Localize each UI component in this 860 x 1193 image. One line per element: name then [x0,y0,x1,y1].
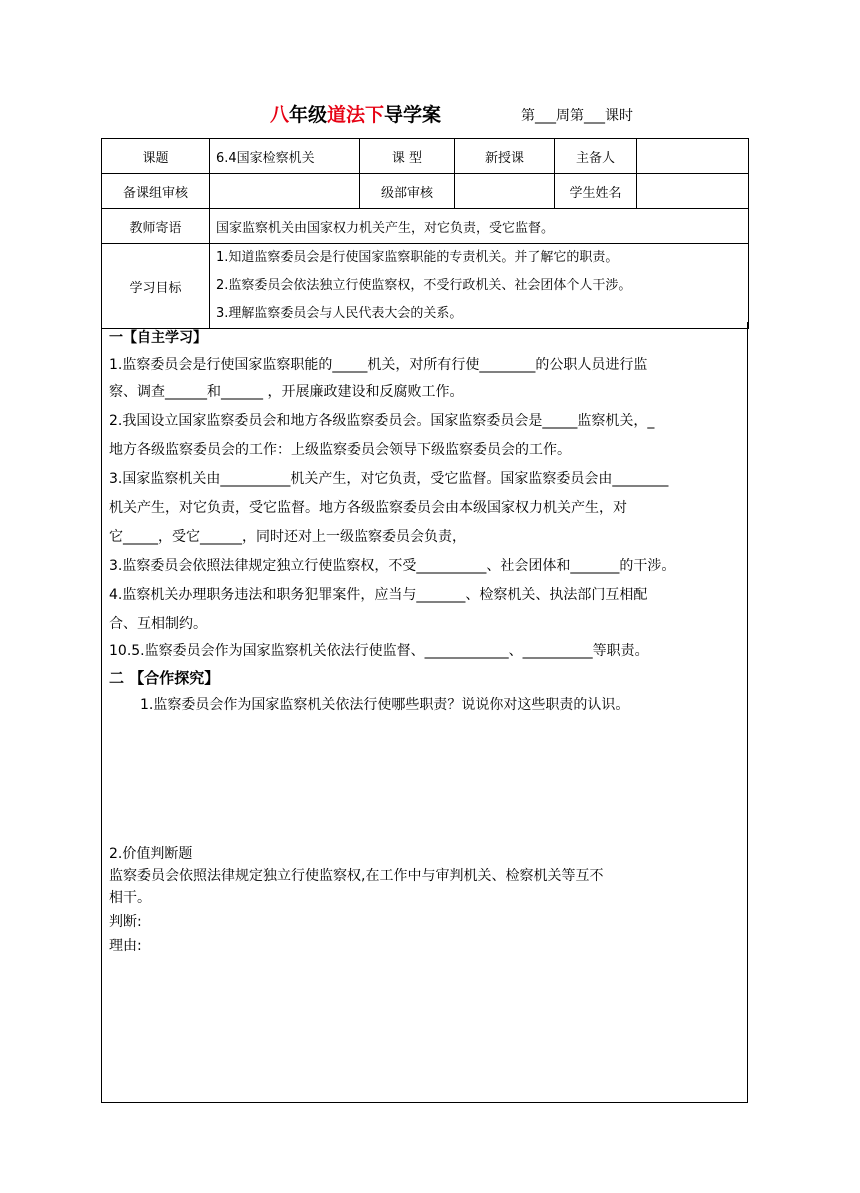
label-group-review: 备课组审核 [102,174,210,209]
label-lesson-type: 课 型 [360,139,455,174]
week-period-field: 第___周第___课时 [521,108,633,124]
title-subject: 道法下 [327,104,385,126]
list-item: 合、互相制约。 [109,616,207,632]
group-review-value[interactable] [210,174,360,209]
label-topic: 课题 [102,139,210,174]
question-2-statement: 监察委员会依照法律规定独立行使监察权,在工作中与审判机关、检察机关等互不 [109,868,604,884]
question-2-title: 2.价值判断题 [109,846,193,862]
student-name-value[interactable] [637,174,749,209]
list-item: 3.国家监察机关由__________机关产生，对它负责，受它监督。国家监察委员会由________ [109,471,669,487]
teacher-message-value: 国家监察机关由国家权力机关产生，对它负责，受它监督。 [210,209,749,244]
label-preparer: 主备人 [555,139,637,174]
table-row [102,174,749,209]
table-row [102,209,749,244]
reason-label: 理由: [109,938,142,954]
label-learning-goals: 学习目标 [102,244,210,329]
section2-heading: 二 【合作探究】 [109,669,220,687]
list-item: 2.监察委员会依法独立行使监察权，不受行政机关、社会团体个人干涉。 [216,278,632,293]
table-row [102,244,749,329]
question-2-statement-cont: 相干。 [109,890,151,906]
title-doc-type: 导学案 [384,104,442,126]
judge-label: 判断: [109,914,142,930]
lesson-type-value: 新授课 [455,139,555,174]
table-row [102,139,749,174]
preparer-value[interactable] [637,139,749,174]
label-grade-review: 级部审核 [360,174,455,209]
list-item: 机关产生，对它负责，受它监督。地方各级监察委员会由本级国家权力机关产生，对 [109,500,627,516]
list-item: 10.5.监察委员会作为国家监察机关依法行使监督、____________、__________等职责。 [109,643,649,659]
section1-heading: 一【自主学习】 [109,330,207,346]
page-title-bar [0,100,860,130]
title-grade-suffix: 年级 [289,104,328,126]
topic-value: 6.4国家检察机关 [210,139,360,174]
list-item: 4.监察机关办理职务违法和职务犯罪案件，应当与_______、检察机关、执法部门互相配 [109,587,648,603]
list-item: 1.监察委员会是行使国家监察职能的_____机关，对所有行使________的公职人员进行监 [109,357,648,373]
list-item: 察、调查______和______ ，开展廉政建设和反腐败工作。 [109,384,464,400]
list-item: 3.监察委员会依照法律规定独立行使监察权，不受__________、社会团体和_______的干涉。 [109,558,676,574]
list-item: 1.知道监察委员会是行使国家监察职能的专责机关。并了解它的职责。 [216,250,619,265]
list-item: 2.我国设立国家监察委员会和地方各级监察委员会。国家监察委员会是_____监察机关，_ [109,413,655,429]
grade-review-value[interactable] [455,174,555,209]
learning-goals-list [210,244,749,329]
list-item: 它_____，受它______，同时还对上一级监察委员会负责， [109,529,466,545]
list-item: 地方各级监察委员会的工作：上级监察委员会领导下级监察委员会的工作。 [109,442,571,458]
list-item: 3.理解监察委员会与人民代表大会的关系。 [216,306,463,321]
label-student-name: 学生姓名 [555,174,637,209]
label-teacher-message: 教师寄语 [102,209,210,244]
question-1: 1.监察委员会作为国家监察机关依法行使哪些职责？说说你对这些职责的认识。 [140,697,630,713]
title-grade: 八 [270,104,290,126]
lesson-info-table [101,138,749,329]
page-title [270,100,441,130]
